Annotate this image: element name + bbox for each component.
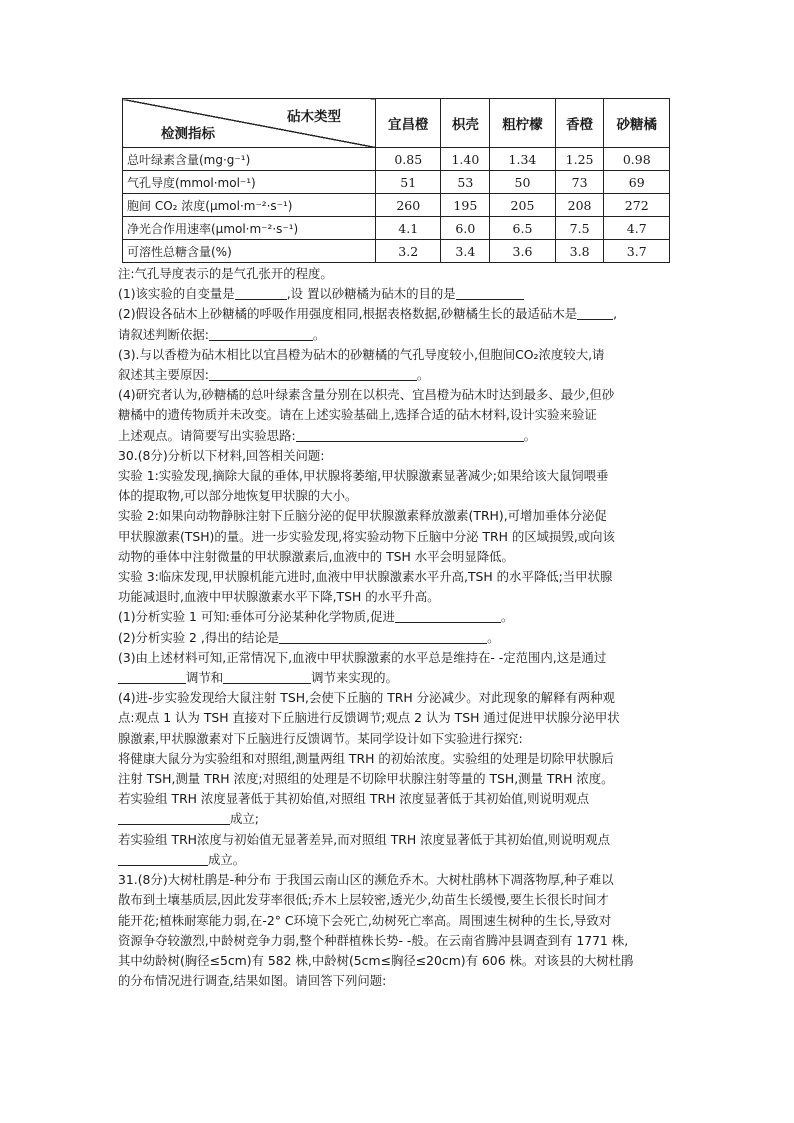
table-header-row [123,99,670,148]
table-cell: 195 [441,194,490,217]
row-label: 净光合作用速率(μmol·m⁻²·s⁻¹) [123,217,376,240]
table-cell: 272 [604,194,670,217]
question-30-4: (4)进-步实验发现给大鼠注射 TSH,会使下丘脑的 TRH 分泌减少。对此现象的解释有两种观 [118,690,615,706]
answer-blank[interactable] [209,326,313,341]
table-cell: 3.4 [441,240,490,263]
table-cell: 3.2 [376,240,441,263]
table-cell: 1.34 [490,148,555,171]
diagonal-header-cell [123,99,376,148]
question-29-3: (3).与以香橙为砧木相比以宜昌橙为砧木的砂糖橘的气孔导度较小,但胞间CO₂浓度较大,请 [118,346,605,362]
column-header: 香橙 [555,99,604,148]
table-cell: 0.85 [376,148,441,171]
material-2: 实验 2:如果向动物静脉注射下丘脑分泌的促甲状腺激素释放激素(TRH),可增加垂体分泌促 [118,508,607,524]
table-cell: 53 [441,171,490,194]
question-30-title: 30.(8分)分析以下材料,回答相关问题: [118,447,325,463]
answer-blank[interactable] [235,285,287,300]
question-29-3-cont: 叙述其主要原因: 。 [118,367,430,383]
column-header: 枳壳 [441,99,490,148]
table-cell: 1.40 [441,148,490,171]
material-2-cont2: 动物的垂体中注射微量的甲状腺激素后,血液中的 TSH 水平会明显降低。 [118,548,514,564]
table-cell: 7.5 [555,217,604,240]
table-cell: 1.25 [555,148,604,171]
header-rootstock-type: 砧木类型 [287,109,341,125]
row-label: 胞间 CO₂ 浓度(μmol·m⁻²·s⁻¹) [123,194,376,217]
question-31-cont4: 其中幼龄树(胸径≤5cm)有 582 株,中龄树(5cm≤胸径≤20cm)有 606 株。对该县的大树杜鹃 [118,952,634,968]
material-2-cont: 甲状腺激素(TSH)的量。进一步实验发现,将实验动物下丘脑中分泌 TRH 的区域损毁,或向该 [118,528,615,544]
table-cell: 73 [555,171,604,194]
table-cell: 4.1 [376,217,441,240]
row-label: 总叶绿素含量(mg·g⁻¹) [123,148,376,171]
question-29-2: (2)假设各砧木上砂糖橘的呼吸作用强度相同,根据表格数据,砂糖橘生长的最适砧木是 , [118,306,618,322]
table-cell: 3.7 [604,240,670,263]
material-1-cont: 体的提取物,可以部分地恢复甲状腺的大小。 [118,488,358,504]
answer-blank[interactable] [223,669,311,684]
answer-blank[interactable] [296,427,524,442]
row-label: 气孔导度(mmol·mol⁻¹) [123,171,376,194]
question-29-4: (4)研究者认为,砂糖橘的总叶绿素含量分别在以枳壳、宜昌橙为砧木时达到最多、最少,但砂 [118,387,615,403]
question-30-4-cont8: 成立。 [118,850,684,870]
table-row [123,148,670,171]
column-header: 砂糖橘 [604,99,670,148]
table-cell: 51 [376,171,441,194]
question-30-4-cont5: 若实验组 TRH 浓度显著低于其初始值,对照组 TRH 浓度显著低于其初始值,则说明观点 [118,791,590,807]
table-cell: 3.8 [555,240,604,263]
table-cell: 50 [490,171,555,194]
column-header: 宜昌橙 [376,99,441,148]
data-table [122,98,670,263]
question-30-3-cont: 调节和 调节来实现的。 [118,668,684,688]
question-30-3: (3)由上述材料可知,正常情况下,血液中甲状腺激素的水平总是维持在- -定范围内,这是通过 [118,649,607,665]
table-cell: 4.7 [604,217,670,240]
table-note: 注:气孔导度表示的是气孔张开的程度。 [118,266,333,281]
answer-blank[interactable] [279,629,487,644]
question-text [118,264,684,991]
table-cell: 6.5 [490,217,555,240]
question-30-4-cont: 点:观点 1 认为 TSH 直接对下丘脑进行反馈调节;观点 2 认为 TSH 通过促进甲状腺分泌甲状 [118,710,620,726]
question-31-cont5: 的分布情况进行调查,结果如图。请回答下列问题: [118,973,387,989]
answer-blank[interactable] [395,608,501,623]
answer-blank[interactable] [577,305,613,320]
table-row [123,240,670,263]
question-30-4-cont4: 注射 TSH,测量 TRH 浓度;对照组的处理是不切除甲状腺注射等量的 TSH,测量 TRH 浓度。 [118,771,614,787]
header-indicator: 检测指标 [161,126,215,142]
question-30-4-cont2: 腺激素,甲状腺激素对下丘脑进行反馈调节。某同学设计如下实验进行探究: [118,730,523,746]
question-31: 31.(8分)大树杜鹃是-种分布 于我国云南山区的濒危乔木。大树杜鹃林下凋落物厚,种子难以 [118,872,614,888]
table-cell: 3.6 [490,240,555,263]
answer-blank[interactable] [118,851,208,866]
question-30-1: (1)分析实验 1 可知:垂体可分泌某种化学物质,促进 。 [118,609,514,625]
table-cell: 0.98 [604,148,670,171]
material-3-cont: 功能减退时,血液中甲状腺激素水平下降,TSH 的水平升高。 [118,589,440,605]
answer-blank[interactable] [209,366,417,381]
row-label: 可溶性总糖含量(%) [123,240,376,263]
question-29-1: (1)该实验的自变量是 ,设 置以砂糖橘为砧木的目的是 [118,284,684,304]
question-31-cont2: 能开花;植株耐寒能力弱,在-2° C环境下会死亡,幼树死亡率高。周围速生树种的生长,导致对 [118,912,612,928]
table-row [123,194,670,217]
question-30-4-cont7: 若实验组 TRH浓度与初始值无显著差异,而对照组 TRH 浓度显著低于其初始值,则说明观点 [118,831,610,847]
answer-blank[interactable] [118,669,186,684]
question-30-4-cont3: 将健康大鼠分为实验组和对照组,测量两组 TRH 的初始浓度。实验组的处理是切除甲状腺后 [118,750,614,766]
table-row [123,217,670,240]
question-31-cont: 散布到土壤基质层,因此发芽率很低;乔木上层较密,透光少,幼苗生长缓慢,要生长很长时间才 [118,892,609,908]
question-29-4-cont: 糖橘中的遗传物质并未改变。请在上述实验基础上,选择合适的砧木材料,设计实验来验证 [118,407,597,423]
column-header: 粗柠檬 [490,99,555,148]
question-30-2: (2)分析实验 2 ,得出的结论是 。 [118,629,500,645]
table-row [123,171,670,194]
question-29-4-cont2: 上述观点。请简要写出实验思路: 。 [118,427,537,443]
material-1: 实验 1:实验发现,摘除大鼠的垂体,甲状腺将萎缩,甲状腺激素显著减少;如果给该大鼠饲喂垂 [118,468,609,484]
question-30-4-cont6: 成立; [118,809,684,829]
material-3: 实验 3:临床发现,甲状腺机能亢进时,血液中甲状腺激素水平升高,TSH 的水平降低;当甲状腺 [118,569,613,585]
answer-blank[interactable] [456,285,524,300]
question-29-2-cont: 请叙述判断依据: 。 [118,326,326,342]
answer-blank[interactable] [118,810,230,825]
table-cell: 69 [604,171,670,194]
question-31-cont3: 资源争夺较激烈,中龄树竞争力弱,整个种群植株长势- -般。在云南省腾冲县调查到有 1771 株, [118,932,629,948]
table-cell: 6.0 [441,217,490,240]
table-cell: 208 [555,194,604,217]
table-cell: 260 [376,194,441,217]
table-cell: 205 [490,194,555,217]
